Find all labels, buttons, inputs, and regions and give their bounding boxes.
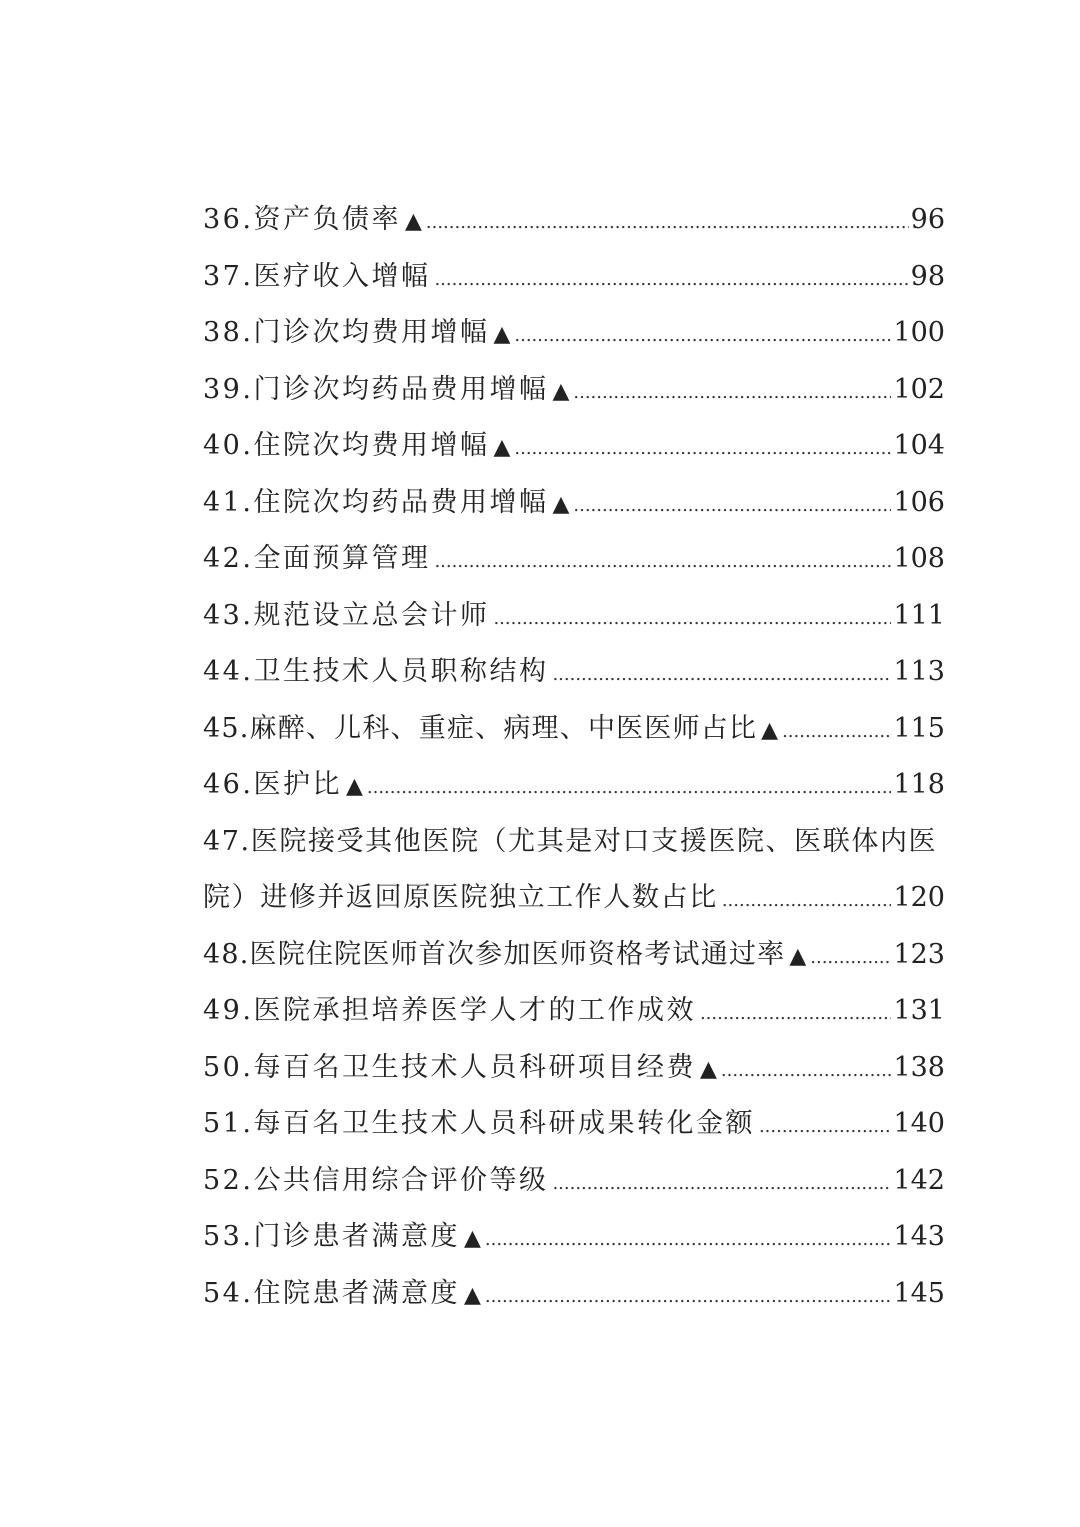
toc-entry-37: [203, 249, 945, 306]
toc-entry-52: [203, 1153, 945, 1210]
toc-page-number: 111: [893, 599, 945, 631]
toc-page-number: 140: [893, 1108, 945, 1139]
toc-entry-title: 43.规范设立总会计师: [203, 599, 490, 631]
toc-entry-title: 39.门诊次均药品费用增幅: [203, 373, 549, 405]
toc-entry-title: 51.每百名卫生技术人员科研成果转化金额: [203, 1108, 755, 1139]
toc-page-number: 108: [893, 543, 945, 574]
toc-entry-title: 40.住院次均费用增幅: [203, 430, 490, 461]
dot-leader: [552, 1156, 891, 1213]
dot-leader: [759, 1099, 892, 1156]
toc-entry-title: 38.门诊次均费用增幅: [203, 317, 490, 348]
toc-entry-title: 47.医院接受其他医院（尤其是对口支援医院、医联体内医: [203, 825, 938, 857]
table-of-contents: [203, 192, 945, 1322]
triangle-marker-icon: ▲: [552, 491, 570, 517]
toc-entry-title: 42.全面预算管理: [203, 543, 431, 574]
dot-leader: [722, 873, 892, 930]
toc-entry-46: [203, 757, 945, 814]
dot-leader: [552, 647, 891, 704]
toc-entry-title: 53.门诊患者满意度: [203, 1221, 460, 1252]
triangle-marker-icon: ▲: [699, 1056, 717, 1082]
dot-leader: [782, 704, 891, 761]
triangle-marker-icon: ▲: [463, 1282, 481, 1308]
toc-page-number: 115: [893, 712, 945, 744]
toc-page-number: 96: [910, 204, 945, 235]
toc-page-number: 104: [893, 430, 945, 461]
toc-entry-50: [203, 1040, 945, 1097]
dot-leader: [721, 1043, 892, 1100]
toc-entry-title: 48.医院住院医师首次参加医师资格考试通过率: [203, 938, 786, 970]
toc-entry-51: [203, 1096, 945, 1153]
dot-leader: [514, 308, 891, 365]
triangle-marker-icon: ▲: [493, 435, 511, 460]
toc-entry-39: [203, 362, 945, 419]
toc-page-number: 142: [893, 1164, 945, 1196]
toc-entry-title: 41.住院次均药品费用增幅: [203, 486, 549, 518]
toc-page-number: 145: [893, 1277, 945, 1309]
dot-leader: [485, 1212, 892, 1269]
toc-entry-title: 52.公共信用综合评价等级: [203, 1164, 549, 1196]
toc-entry-title: 45.麻醉、儿科、重症、病理、中医医师占比: [203, 712, 758, 744]
toc-entry-36: [203, 192, 945, 249]
dot-leader: [573, 365, 891, 422]
dot-leader: [514, 421, 891, 478]
triangle-marker-icon: ▲: [761, 717, 779, 743]
toc-entry-43: [203, 588, 945, 645]
toc-page-number: 118: [893, 769, 945, 800]
dot-leader: [426, 195, 909, 252]
toc-entry-title: 37.医疗收入增幅: [203, 260, 431, 292]
toc-entry-title: 44.卫生技术人员职称结构: [203, 656, 549, 687]
toc-page-number: 138: [893, 1051, 945, 1083]
dot-leader: [434, 534, 891, 591]
dot-leader: [485, 1269, 892, 1326]
toc-entry-38: [203, 305, 945, 362]
toc-page-number: 100: [893, 317, 945, 348]
toc-entry-42: [203, 531, 945, 588]
toc-entry-53: [203, 1209, 945, 1266]
toc-entry-54: [203, 1266, 945, 1323]
toc-page-number: 123: [893, 938, 945, 970]
triangle-marker-icon: ▲: [789, 943, 807, 969]
toc-entry-title: 54.住院患者满意度: [203, 1277, 460, 1309]
toc-entry-40: [203, 418, 945, 475]
toc-entry-41: [203, 475, 945, 532]
toc-page-number: 143: [893, 1221, 945, 1252]
dot-leader: [367, 760, 892, 817]
dot-leader: [434, 252, 908, 309]
dot-leader: [700, 986, 892, 1043]
toc-page-number: 131: [893, 995, 945, 1026]
dot-leader: [810, 930, 891, 987]
toc-entry-49: [203, 983, 945, 1040]
toc-entry-47-continuation: [203, 870, 945, 927]
toc-entry-title: 46.医护比: [203, 769, 342, 800]
triangle-marker-icon: ▲: [463, 1226, 481, 1251]
toc-page-number: 113: [893, 656, 945, 687]
toc-entry-title: 49.医院承担培养医学人才的工作成效: [203, 995, 696, 1026]
toc-entry-title: 50.每百名卫生技术人员科研项目经费: [203, 1051, 696, 1083]
triangle-marker-icon: ▲: [345, 774, 363, 799]
toc-entry-47: [203, 814, 945, 871]
toc-entry-title-continuation: 院）进修并返回原医院独立工作人数占比: [203, 882, 718, 913]
dot-leader: [573, 478, 891, 535]
triangle-marker-icon: ▲: [493, 322, 511, 347]
toc-entry-44: [203, 644, 945, 701]
toc-page-number: 98: [910, 260, 945, 292]
toc-page-number: 120: [893, 882, 945, 913]
toc-entry-48: [203, 927, 945, 984]
triangle-marker-icon: ▲: [404, 209, 422, 234]
toc-page-number: 106: [893, 486, 945, 518]
dot-leader: [493, 591, 891, 648]
toc-entry-45: [203, 701, 945, 758]
toc-page-number: 102: [893, 373, 945, 405]
toc-entry-title: 36.资产负债率: [203, 204, 401, 235]
triangle-marker-icon: ▲: [552, 378, 570, 404]
